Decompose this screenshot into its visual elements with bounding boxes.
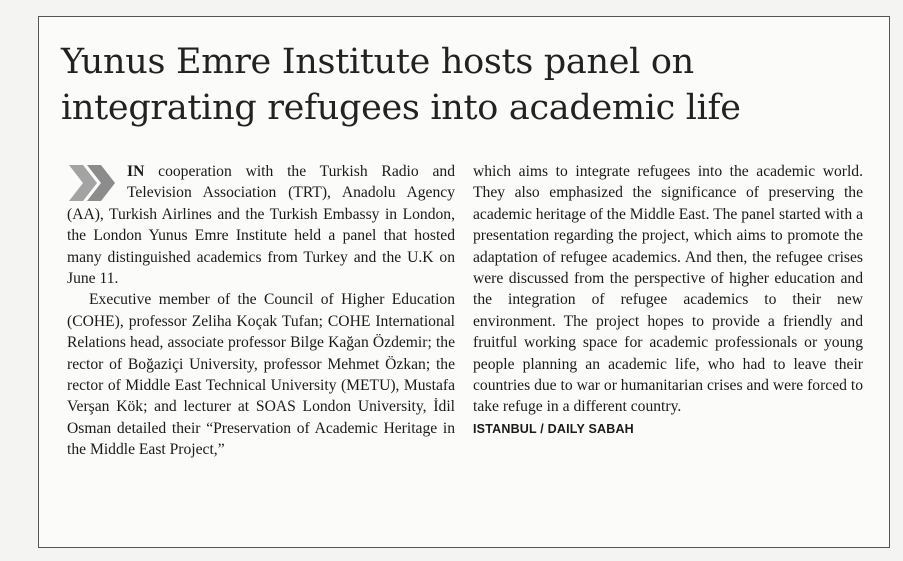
article-paragraph-1: [67, 161, 455, 289]
byline: ISTANBUL / DAILY SABAH: [473, 421, 634, 436]
article-paragraph-2: Executive member of the Council of Higher Education (COHE), professor Zeliha Koçak Tufan; COHE International Relations head, associate professor Bilge Kağan Özdemir; the rector of Boğaziçi University, professor Mehmet Özkan; the rector of Middle East Technical University (METU), Mustafa Verşan Kök; and lecturer at SOAS London University, İdil Osman detailed their “Preservation of Academic Heritage in the Middle East Project,”: [67, 291, 455, 459]
headline: Yunus Emre Institute hosts panel on integrating refugees into academic life: [61, 42, 741, 128]
article-paragraph-3: which aims to integrate refugees into the academic world. They also emphasized the significance of preserving the academic heritage of the Middle East. The panel started with a presentation regarding the project, which aims to promote the adaptation of refugee academics. And then, the refugee crises were discussed from the perspective of higher education and the integration of refugee academics to their new environment. The project hopes to provide a friendly and fruitful working space for academic professionals or young people planning an academic life, who had to leave their countries due to war or humanitarian crises and were forced to take refuge in a different country.: [473, 163, 863, 416]
article-column-right: [473, 161, 863, 440]
lead-in: IN: [127, 163, 145, 180]
paragraph-1-text: cooperation with the Turkish Radio and Television Association (TRT), Anadolu Agency (AA), Turkish Airlines and the Turkish Embassy in London, the London Yunus Emre Institute held a panel that hosted many distinguished academics from Turkey and the U.K on June 11.: [67, 163, 455, 288]
news-clipping: [38, 16, 890, 548]
article-column-left: [67, 161, 455, 461]
double-chevron-right-icon: [67, 163, 119, 203]
